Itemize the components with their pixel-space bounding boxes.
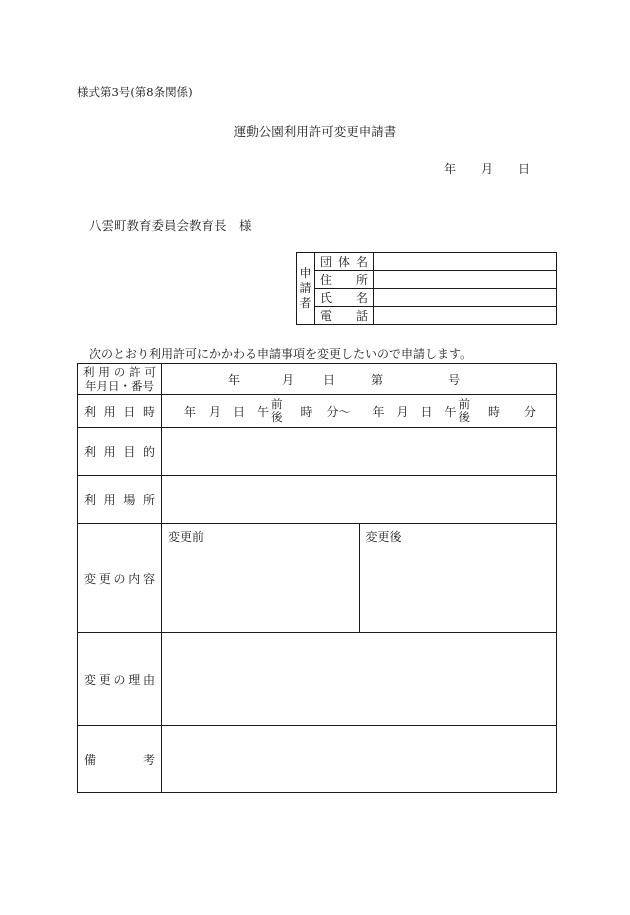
change-after-field[interactable] <box>360 524 557 632</box>
applicant-table <box>296 252 557 325</box>
change-reason-label: 変 更 の 理 由 <box>78 633 162 726</box>
usage-datetime-label: 利 用 日 時 <box>78 395 162 428</box>
usage-place-label: 利 用 場 所 <box>78 476 162 524</box>
notes-field[interactable] <box>162 726 557 793</box>
applicant-side-label: 申 請 者 <box>297 253 315 325</box>
usage-place-field[interactable] <box>162 476 557 524</box>
phone-label: 電 話 <box>315 307 374 325</box>
phone-field[interactable] <box>374 307 557 325</box>
name-label: 氏 名 <box>315 289 374 307</box>
address-field[interactable] <box>374 271 557 289</box>
addressee: 八雲町教育委員会教育長 様 <box>89 218 252 233</box>
form-number: 様式第3号(第8条関係) <box>77 85 193 99</box>
change-content-label: 変 更 の 内 容 <box>78 524 162 633</box>
change-reason-field[interactable] <box>162 633 557 726</box>
change-before-field[interactable] <box>162 524 360 632</box>
date-year-label: 年 <box>444 162 457 176</box>
date-line <box>444 160 530 177</box>
usage-purpose-field[interactable] <box>162 428 557 476</box>
date-month-label: 月 <box>480 162 493 176</box>
intro-text: 次のとおり利用許可にかかわる申請事項を変更したいので申請します。 <box>89 347 473 361</box>
group-name-label: 団 体 名 <box>315 253 374 271</box>
usage-purpose-label: 利 用 目 的 <box>78 428 162 476</box>
change-request-table <box>77 363 557 793</box>
usage-datetime-field[interactable]: 年 月 日 午 前 後 時 分〜 年 月 日 午 前 後 時 分 <box>162 395 557 428</box>
form-title: 運動公園利用許可変更申請書 <box>233 124 397 139</box>
date-day-label: 日 <box>517 162 530 176</box>
name-field[interactable] <box>374 289 557 307</box>
permit-label: 利 用 の 許 可 年月日・番号 <box>78 364 162 395</box>
notes-label: 備 考 <box>78 726 162 793</box>
permit-field[interactable]: 年 月 日 第 号 <box>162 364 557 395</box>
address-label: 住 所 <box>315 271 374 289</box>
group-name-field[interactable] <box>374 253 557 271</box>
change-content-cell <box>162 524 557 633</box>
change-before-label: 変更前 <box>168 530 205 544</box>
change-after-label: 変更後 <box>365 530 402 544</box>
